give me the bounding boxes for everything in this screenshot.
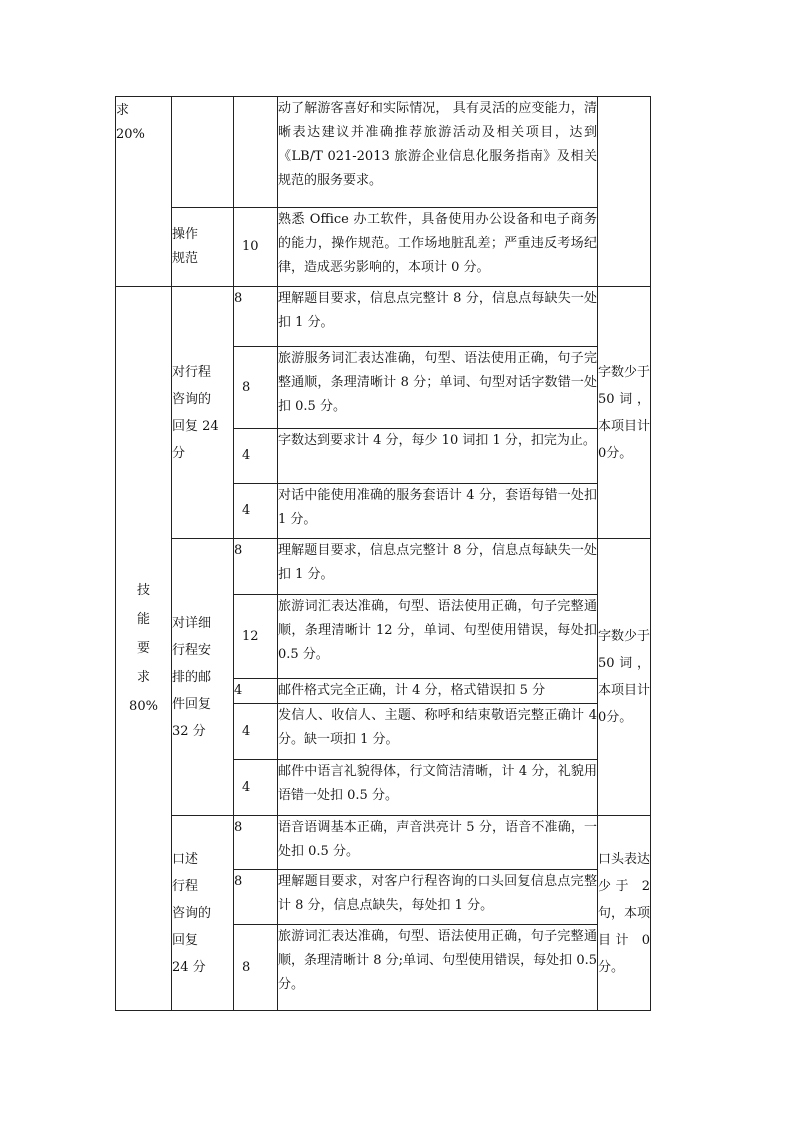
category-label-line: 要 xyxy=(136,641,150,656)
table-row xyxy=(116,97,651,208)
subitem-label-line: 分 xyxy=(172,445,186,461)
table-row xyxy=(116,539,651,595)
subitem-label-line: 32 分 xyxy=(172,723,206,739)
note-cell-empty xyxy=(598,97,651,287)
criteria-text: 旅游词汇表达准确，句型、语法使用正确，句子完整通顺，条理清晰计 8 分;单词、句型使用错误，每处扣 0.5 分。 xyxy=(278,925,598,1011)
category-label-line: 技 xyxy=(136,583,150,598)
points-value: 4 xyxy=(234,704,278,760)
points-value: 4 xyxy=(234,429,278,484)
points-value: 8 xyxy=(234,347,278,429)
note-cell: 字数少于50词，本项目计0分。 xyxy=(598,287,651,539)
subitem-label xyxy=(172,287,234,539)
subitem-label xyxy=(172,539,234,816)
points-value: 8 xyxy=(234,539,278,595)
subitem-label-line: 回复 24 xyxy=(172,418,219,434)
subitem-label-line: 规范 xyxy=(172,251,199,266)
subitem-label-line: 咨询的 xyxy=(172,391,212,407)
subitem-label-line: 行程安 xyxy=(172,642,212,658)
subitem-label-line: 操作 xyxy=(172,227,199,242)
category-label-line: 能 xyxy=(136,612,150,627)
subitem-label-line: 对详细 xyxy=(172,615,212,631)
criteria-text: 理解题目要求，对客户行程咨询的口头回复信息点完整计 8 分，信息点缺失，每处扣 1 分。 xyxy=(278,870,598,925)
criteria-text: 旅游服务词汇表达准确，句型、语法使用正确，句子完整通顺，条理清晰计 8 分；单词、句型对话字数错一处扣 0.5 分。 xyxy=(278,347,598,429)
note-cell: 字数少于50词，本项目计0分。 xyxy=(598,539,651,816)
criteria-text: 理解题目要求，信息点完整计 8 分，信息点每缺失一处扣 1 分。 xyxy=(278,287,598,347)
criteria-text: 熟悉 Office 办工软件，具备使用办公设备和电子商务的能力，操作规范。工作场地脏乱差；严重违反考场纪律，造成恶劣影响的，本项计 0 分。 xyxy=(278,208,598,287)
criteria-text: 字数达到要求计 4 分，每少 10 词扣 1 分，扣完为止。 xyxy=(278,429,598,484)
points-value: 8 xyxy=(234,870,278,925)
subitem-label-line: 排的邮 xyxy=(172,669,212,685)
points-value: 12 xyxy=(234,595,278,679)
subitem-label-line: 24 分 xyxy=(172,959,206,975)
points-value: 4 xyxy=(234,484,278,539)
category-label-line: 80% xyxy=(129,699,158,714)
subitem-label-line: 口述 xyxy=(172,851,199,867)
subitem-label-line: 行程 xyxy=(172,878,199,894)
subitem-label-line: 件回复 xyxy=(172,696,212,712)
category-label-line: 求 xyxy=(136,670,150,685)
subitem-cell-empty xyxy=(172,97,234,208)
subitem-label-line: 咨询的 xyxy=(172,905,212,921)
criteria-text: 发信人、收信人、主题、称呼和结束敬语完整正确计 4 分。缺一项扣 1 分。 xyxy=(278,704,598,760)
criteria-text: 理解题目要求，信息点完整计 8 分，信息点每缺失一处扣 1 分。 xyxy=(278,539,598,595)
subitem-label xyxy=(172,816,234,1011)
points-value: 8 xyxy=(234,816,278,870)
points-cell-empty xyxy=(234,97,278,208)
points-value: 4 xyxy=(234,760,278,816)
scoring-table xyxy=(115,96,651,1011)
category-label: 求 xyxy=(116,103,130,118)
category-cell-knowledge xyxy=(116,97,172,287)
points-value: 8 xyxy=(234,925,278,1011)
subitem-operation xyxy=(172,208,234,287)
criteria-text: 旅游词汇表达准确，句型、语法使用正确，句子完整通顺，条理清晰计 12 分，单词、句型使用错误，每处扣 0.5 分。 xyxy=(278,595,598,679)
note-cell: 口头表达少于 2 句，本项目计 0 分。 xyxy=(598,816,651,1011)
table-row xyxy=(116,287,651,347)
subitem-label-line: 对行程 xyxy=(172,364,212,380)
points-value: 4 xyxy=(234,679,278,704)
table-row xyxy=(116,816,651,870)
criteria-text: 语音语调基本正确，声音洪亮计 5 分，语音不准确，一处扣 0.5 分。 xyxy=(278,816,598,870)
criteria-text: 邮件格式完全正确，计 4 分，格式错误扣 5 分 xyxy=(278,679,598,704)
category-cell-skills xyxy=(116,287,172,1011)
criteria-text: 动了解游客喜好和实际情况， 具有灵活的应变能力，清晰表达建议并准确推荐旅游活动及相关项目，达到《LB/T 021-2013 旅游企业信息化服务指南》及相关规范的服务要求。 xyxy=(278,97,598,208)
category-percent: 20% xyxy=(116,127,145,142)
subitem-label-line: 回复 xyxy=(172,932,199,948)
points-value: 10 xyxy=(234,208,278,287)
points-value: 8 xyxy=(234,287,278,347)
table-row xyxy=(116,208,651,287)
criteria-text: 对话中能使用准确的服务套语计 4 分，套语每错一处扣 1 分。 xyxy=(278,484,598,539)
criteria-text: 邮件中语言礼貌得体，行文简洁清晰，计 4 分，礼貌用语错一处扣 0.5 分。 xyxy=(278,760,598,816)
